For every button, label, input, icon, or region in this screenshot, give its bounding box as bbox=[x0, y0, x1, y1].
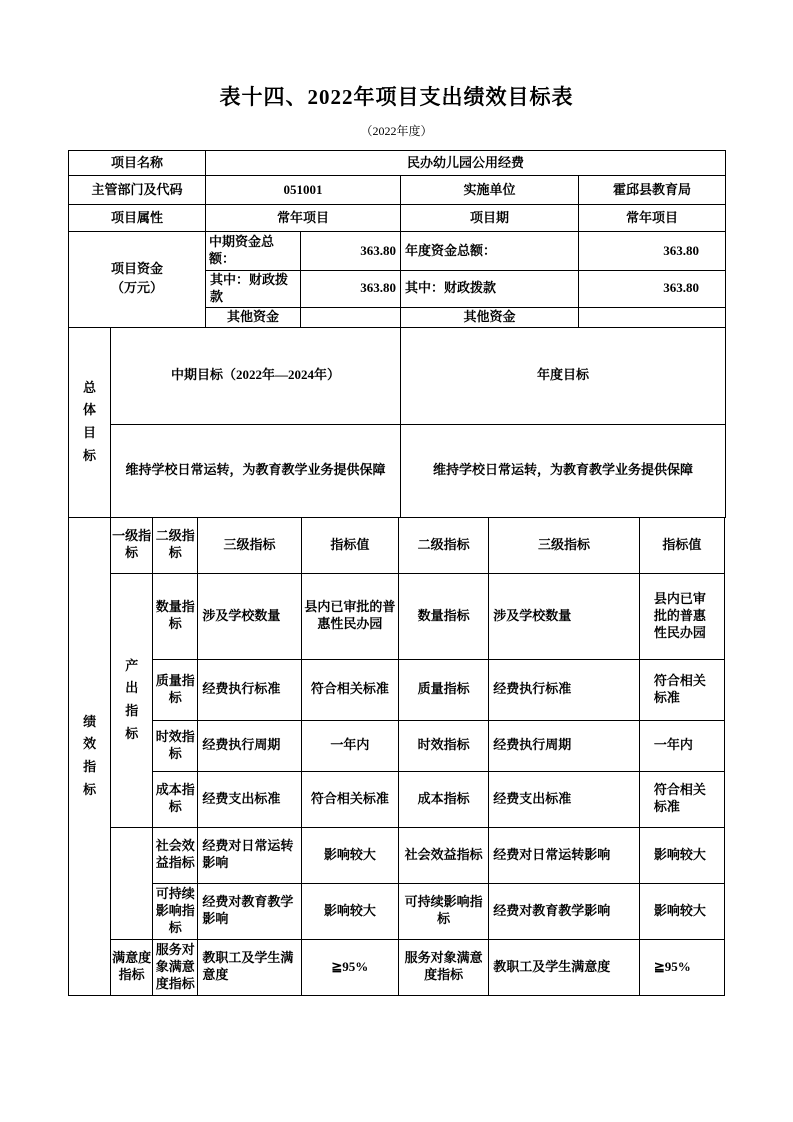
header-level1: 一级指标 bbox=[111, 517, 153, 573]
other-funds-label-right: 其他资金 bbox=[401, 307, 579, 327]
value-left: 影响较大 bbox=[301, 883, 398, 939]
perf-row-social-benefit bbox=[69, 827, 725, 883]
perf-row-satisfaction bbox=[69, 939, 725, 995]
level2-left: 服务对象满意度指标 bbox=[153, 939, 198, 995]
department-row bbox=[69, 176, 726, 205]
value-left: ≧95% bbox=[301, 939, 398, 995]
level2-right: 数量指标 bbox=[398, 573, 488, 659]
annual-goal-text: 维持学校日常运转，为教育教学业务提供保障 bbox=[401, 424, 726, 517]
perf-row-quality bbox=[69, 659, 725, 720]
level3-left: 经费支出标准 bbox=[198, 771, 301, 827]
level3-right: 经费对教育教学影响 bbox=[489, 883, 639, 939]
level2-left: 质量指标 bbox=[153, 659, 198, 720]
level3-right: 经费对日常运转影响 bbox=[489, 827, 639, 883]
tables-container bbox=[68, 150, 725, 996]
level2-left: 数量指标 bbox=[153, 573, 198, 659]
goals-header-row bbox=[69, 327, 726, 424]
project-info-table bbox=[68, 150, 726, 328]
level3-left: 经费对日常运转影响 bbox=[198, 827, 301, 883]
project-period-value: 常年项目 bbox=[579, 205, 726, 232]
value-right: ≧95% bbox=[639, 939, 724, 995]
header-value-right: 指标值 bbox=[639, 517, 724, 573]
midterm-goal-text: 维持学校日常运转，为教育教学业务提供保障 bbox=[111, 424, 401, 517]
header-level3-left: 三级指标 bbox=[198, 517, 301, 573]
header-level2-left: 二级指标 bbox=[153, 517, 198, 573]
performance-header-row bbox=[69, 517, 725, 573]
level2-left: 可持续影响指标 bbox=[153, 883, 198, 939]
level3-right: 教职工及学生满意度 bbox=[489, 939, 639, 995]
page-title: 表十四、2022年项目支出绩效目标表 bbox=[219, 85, 574, 109]
perf-row-cost bbox=[69, 771, 725, 827]
level2-right: 社会效益指标 bbox=[398, 827, 488, 883]
level2-right: 质量指标 bbox=[398, 659, 488, 720]
level2-left: 成本指标 bbox=[153, 771, 198, 827]
perf-row-sustainability bbox=[69, 883, 725, 939]
value-left: 符合相关标准 bbox=[301, 659, 398, 720]
level3-right: 经费执行周期 bbox=[489, 720, 639, 771]
project-name-row bbox=[69, 151, 726, 176]
header-level3-right: 三级指标 bbox=[489, 517, 639, 573]
implementing-unit-label: 实施单位 bbox=[401, 176, 579, 205]
project-attribute-label: 项目属性 bbox=[69, 205, 206, 232]
midterm-goal-header: 中期目标（2022年—2024年） bbox=[111, 327, 401, 424]
level3-left: 经费对教育教学影响 bbox=[198, 883, 301, 939]
fiscal-value-right: 363.80 bbox=[579, 271, 726, 308]
project-name-label: 项目名称 bbox=[69, 151, 206, 176]
performance-section-label: 绩效指标 bbox=[69, 517, 111, 995]
fiscal-label-left: 其中：财政拨款 bbox=[206, 271, 301, 308]
midterm-total-label: 中期资金总额： bbox=[206, 232, 301, 271]
annual-total-value: 363.80 bbox=[579, 232, 726, 271]
overall-goals-table bbox=[68, 327, 726, 518]
level2-right: 服务对象满意度指标 bbox=[398, 939, 488, 995]
attribute-row bbox=[69, 205, 726, 232]
level2-left: 时效指标 bbox=[153, 720, 198, 771]
level3-left: 经费执行周期 bbox=[198, 720, 301, 771]
annual-total-label: 年度资金总额： bbox=[401, 232, 579, 271]
goals-content-row bbox=[69, 424, 726, 517]
level3-right: 经费支出标准 bbox=[489, 771, 639, 827]
header-value-left: 指标值 bbox=[301, 517, 398, 573]
level2-left: 社会效益指标 bbox=[153, 827, 198, 883]
department-label: 主管部门及代码 bbox=[69, 176, 206, 205]
level3-left: 涉及学校数量 bbox=[198, 573, 301, 659]
department-code-value: 051001 bbox=[206, 176, 401, 205]
value-right: 影响较大 bbox=[639, 883, 724, 939]
fiscal-value-left: 363.80 bbox=[301, 271, 401, 308]
value-right: 符合相关标准 bbox=[639, 659, 724, 720]
perf-row-timeliness bbox=[69, 720, 725, 771]
level3-left: 教职工及学生满意度 bbox=[198, 939, 301, 995]
project-attribute-value: 常年项目 bbox=[206, 205, 401, 232]
performance-indicators-table bbox=[68, 517, 725, 996]
project-funds-label bbox=[69, 232, 206, 328]
value-right: 一年内 bbox=[639, 720, 724, 771]
level3-left: 经费执行标准 bbox=[198, 659, 301, 720]
level1-output-group: 产出指标 bbox=[111, 573, 153, 827]
project-name-value: 民办幼儿园公用经费 bbox=[206, 151, 726, 176]
other-funds-value-right bbox=[579, 307, 726, 327]
annual-goal-header: 年度目标 bbox=[401, 327, 726, 424]
level2-right: 时效指标 bbox=[398, 720, 488, 771]
value-right: 影响较大 bbox=[639, 827, 724, 883]
project-period-label: 项目期 bbox=[401, 205, 579, 232]
level1-satisfaction-group: 满意度指标 bbox=[111, 939, 153, 995]
page-subtitle: （2022年度） bbox=[360, 124, 433, 138]
value-right: 符合相关标准 bbox=[639, 771, 724, 827]
project-funds-label-text: 项目资金（万元） bbox=[110, 261, 163, 296]
value-left: 符合相关标准 bbox=[301, 771, 398, 827]
value-left: 县内已审批的普惠性民办园 bbox=[301, 573, 398, 659]
value-left: 一年内 bbox=[301, 720, 398, 771]
level1-benefit-group bbox=[111, 827, 153, 939]
header-level2-right: 二级指标 bbox=[398, 517, 488, 573]
other-funds-value-left bbox=[301, 307, 401, 327]
value-left: 影响较大 bbox=[301, 827, 398, 883]
perf-row-quantity bbox=[69, 573, 725, 659]
level2-right: 成本指标 bbox=[398, 771, 488, 827]
fiscal-label-right: 其中：财政拨款 bbox=[401, 271, 579, 308]
value-right: 县内已审批的普惠性民办园 bbox=[639, 573, 724, 659]
midterm-total-value: 363.80 bbox=[301, 232, 401, 271]
midterm-funds-row bbox=[69, 232, 726, 271]
level2-right: 可持续影响指标 bbox=[398, 883, 488, 939]
overall-goals-section-label: 总体目标 bbox=[69, 327, 111, 517]
level3-right: 涉及学校数量 bbox=[489, 573, 639, 659]
implementing-unit-value: 霍邱县教育局 bbox=[579, 176, 726, 205]
other-funds-label-left: 其他资金 bbox=[206, 307, 301, 327]
level3-right: 经费执行标准 bbox=[489, 659, 639, 720]
